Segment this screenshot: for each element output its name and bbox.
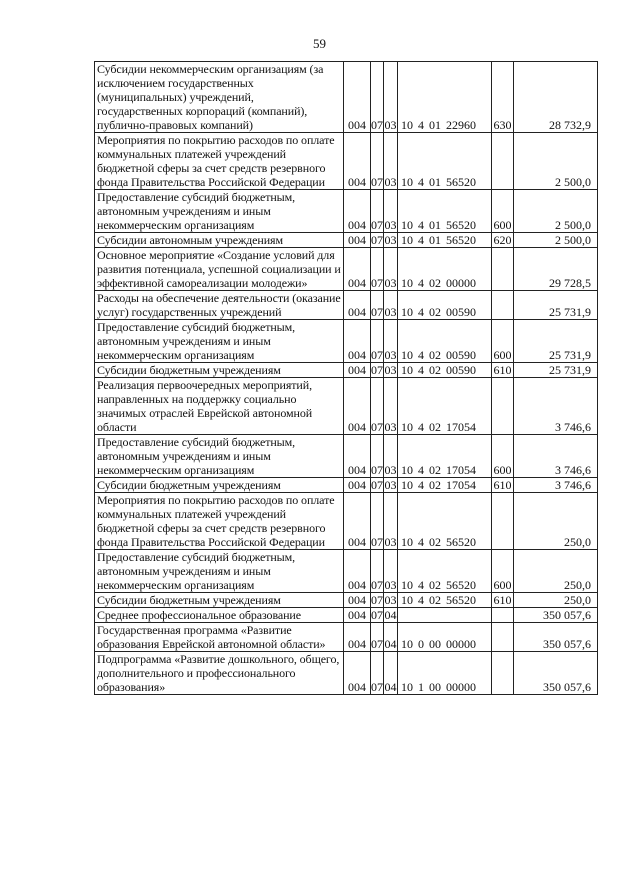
- table-row: [95, 248, 598, 291]
- page-number: 59: [313, 36, 326, 51]
- table-row: [95, 133, 598, 190]
- table-row: [95, 378, 598, 435]
- row-amount-cell: 25 731,9: [514, 320, 598, 363]
- row-amount-cell: 25 731,9: [514, 291, 598, 320]
- row-target-article-cell: 10 4 02 17054: [398, 435, 492, 478]
- row-name-cell: Предоставление субсидий бюджетным, автономным учреждениям и иным некоммерческим организациям: [95, 550, 344, 593]
- row-name-cell: Субсидии бюджетным учреждениям: [95, 363, 344, 378]
- row-amount-cell: 350 057,6: [514, 623, 598, 652]
- row-name-cell: Государственная программа «Развитие образования Еврейской автономной области»: [95, 623, 344, 652]
- row-amount-cell: 25 731,9: [514, 363, 598, 378]
- row-subsection-cell: 03: [384, 190, 398, 233]
- row-amount-cell: 29 728,5: [514, 248, 598, 291]
- row-name-cell: Мероприятия по покрытию расходов по оплате коммунальных платежей учреждений бюджетной сферы за счет средств резервного фонда Правительства Российской Федерации: [95, 133, 344, 190]
- row-name-cell: Предоставление субсидий бюджетным, автономным учреждениям и иным некоммерческим организациям: [95, 435, 344, 478]
- row-subsection-cell: 03: [384, 378, 398, 435]
- row-section-cell: 07: [371, 133, 384, 190]
- row-ministry-cell: 004: [344, 550, 371, 593]
- row-section-cell: 07: [371, 378, 384, 435]
- table-row: [95, 478, 598, 493]
- row-expense-type-cell: [492, 623, 514, 652]
- row-section-cell: 07: [371, 62, 384, 133]
- row-ministry-cell: 004: [344, 593, 371, 608]
- row-ministry-cell: 004: [344, 363, 371, 378]
- table-row: [95, 233, 598, 248]
- row-target-article-cell: 10 4 02 56520: [398, 593, 492, 608]
- row-ministry-cell: 004: [344, 478, 371, 493]
- row-section-cell: 07: [371, 493, 384, 550]
- row-ministry-cell: 004: [344, 623, 371, 652]
- row-expense-type-cell: [492, 378, 514, 435]
- row-section-cell: 07: [371, 652, 384, 695]
- row-amount-cell: 2 500,0: [514, 133, 598, 190]
- row-name-cell: Реализация первоочередных мероприятий, направленных на поддержку социально значимых отраслей Еврейской автономной области: [95, 378, 344, 435]
- row-name-cell: Среднее профессиональное образование: [95, 608, 344, 623]
- row-name-cell: Предоставление субсидий бюджетным, автономным учреждениям и иным некоммерческим организациям: [95, 190, 344, 233]
- row-section-cell: 07: [371, 233, 383, 247]
- row-amount-cell: 2 500,0: [514, 190, 598, 233]
- row-subsection-cell: 04: [384, 623, 398, 652]
- table-row: [95, 320, 598, 363]
- row-ministry-cell: 004: [344, 248, 371, 291]
- row-ministry-cell: 004: [344, 320, 371, 363]
- table-row: [95, 623, 598, 652]
- row-amount-cell: 2 500,0: [514, 233, 598, 248]
- row-subsection-cell: 03: [384, 248, 398, 291]
- row-section-cell: 07: [371, 550, 384, 593]
- row-name-cell: Субсидии автономным учреждениям: [95, 233, 344, 248]
- table-row: [95, 493, 598, 550]
- row-expense-type-cell: 600: [492, 550, 514, 593]
- row-ministry-cell: 004: [344, 493, 371, 550]
- row-expense-type-cell: 620: [493, 233, 512, 247]
- row-target-article-cell: 10 0 00 00000: [398, 623, 492, 652]
- row-section-cell: 07: [371, 190, 384, 233]
- table-row: [95, 652, 598, 695]
- row-amount-cell: 3 746,6: [514, 478, 598, 493]
- row-section-cell: 07: [371, 593, 383, 607]
- row-expense-type-cell: 610: [493, 593, 512, 607]
- table-row: [95, 62, 598, 133]
- row-section-cell: 07: [371, 363, 383, 377]
- row-expense-type-cell: 610: [493, 363, 512, 377]
- row-expense-type-cell: 610: [493, 478, 512, 492]
- row-amount-cell: 3 746,6: [514, 378, 598, 435]
- row-ministry-cell: 004: [344, 133, 371, 190]
- row-target-article-cell: 10 4 01 56520: [398, 133, 492, 190]
- row-expense-type-cell: [492, 291, 514, 320]
- row-ministry-cell: 004: [344, 435, 371, 478]
- row-name-cell: Предоставление субсидий бюджетным, автономным учреждениям и иным некоммерческим организациям: [95, 320, 344, 363]
- row-section-cell: 07: [371, 291, 384, 320]
- row-amount-cell: 3 746,6: [514, 435, 598, 478]
- row-subsection-cell: 03: [384, 478, 397, 492]
- table-row: [95, 593, 598, 608]
- row-subsection-cell: 03: [384, 62, 398, 133]
- row-ministry-cell: 004: [344, 62, 371, 133]
- row-subsection-cell: 03: [384, 593, 397, 607]
- row-target-article-cell: 10 4 01 56520: [398, 190, 492, 233]
- row-name-cell: Субсидии бюджетным учреждениям: [95, 478, 344, 493]
- row-expense-type-cell: [492, 248, 514, 291]
- row-expense-type-cell: 600: [492, 190, 514, 233]
- row-target-article-cell: 10 4 01 56520: [398, 233, 492, 248]
- budget-table: [94, 61, 598, 695]
- row-name-cell: Основное мероприятие «Создание условий для развития потенциала, успешной социализации и эффективной самореализации молодежи»: [95, 248, 344, 291]
- row-section-cell: 07: [371, 435, 384, 478]
- row-target-article-cell: 10 4 02 56520: [398, 550, 492, 593]
- row-expense-type-cell: 600: [492, 320, 514, 363]
- row-subsection-cell: 03: [384, 233, 397, 247]
- row-target-article-cell: 10 4 02 17054: [398, 478, 492, 493]
- row-expense-type-cell: 630: [492, 62, 514, 133]
- row-subsection-cell: 03: [384, 320, 398, 363]
- row-target-article-cell: 10 4 02 00590: [398, 291, 492, 320]
- row-section-cell: 07: [371, 320, 384, 363]
- row-ministry-cell: 004: [344, 190, 371, 233]
- row-target-article-cell: [398, 608, 492, 623]
- row-target-article-cell: 10 4 02 00590: [398, 320, 492, 363]
- table-row: [95, 363, 598, 378]
- row-target-article-cell: 10 4 02 00590: [398, 363, 492, 378]
- row-ministry-cell: 004: [344, 652, 371, 695]
- table-row: [95, 435, 598, 478]
- row-amount-cell: 350 057,6: [514, 608, 598, 623]
- row-ministry-cell: 004: [344, 291, 371, 320]
- row-expense-type-cell: [492, 652, 514, 695]
- row-expense-type-cell: [492, 133, 514, 190]
- row-ministry-cell: 004: [344, 378, 371, 435]
- row-subsection-cell: 04: [384, 608, 397, 622]
- table-row: [95, 608, 598, 623]
- row-ministry-cell: 004: [344, 608, 371, 623]
- table-row: [95, 291, 598, 320]
- row-amount-cell: 28 732,9: [514, 62, 598, 133]
- row-amount-cell: 350 057,6: [514, 652, 598, 695]
- row-subsection-cell: 03: [384, 291, 398, 320]
- row-section-cell: 07: [371, 248, 384, 291]
- row-name-cell: Расходы на обеспечение деятельности (оказание услуг) государственных учреждений: [95, 291, 344, 320]
- row-name-cell: Субсидии некоммерческим организациям (за исключением государственных (муниципальных) учреждений, государственных корпораций (компаний), публично-правовых компаний): [95, 62, 344, 133]
- row-amount-cell: 250,0: [514, 493, 598, 550]
- row-target-article-cell: 10 4 02 56520: [398, 493, 492, 550]
- row-target-article-cell: 10 4 02 17054: [398, 378, 492, 435]
- row-expense-type-cell: [492, 608, 514, 623]
- row-section-cell: 07: [371, 608, 383, 622]
- row-ministry-cell: 004: [344, 233, 371, 248]
- row-subsection-cell: 03: [384, 435, 398, 478]
- row-subsection-cell: 04: [384, 652, 398, 695]
- row-expense-type-cell: 600: [492, 435, 514, 478]
- row-section-cell: 07: [371, 623, 384, 652]
- row-amount-cell: 250,0: [514, 550, 598, 593]
- row-subsection-cell: 03: [384, 133, 398, 190]
- row-subsection-cell: 03: [384, 493, 398, 550]
- table-row: [95, 190, 598, 233]
- row-section-cell: 07: [371, 478, 383, 492]
- row-name-cell: Мероприятия по покрытию расходов по оплате коммунальных платежей учреждений бюджетной сферы за счет средств резервного фонда Правительства Российской Федерации: [95, 493, 344, 550]
- row-amount-cell: 250,0: [514, 593, 598, 608]
- table-row: [95, 550, 598, 593]
- row-name-cell: Подпрограмма «Развитие дошкольного, общего, дополнительного и профессионального образования»: [95, 652, 344, 695]
- row-target-article-cell: 10 4 02 00000: [398, 248, 492, 291]
- row-expense-type-cell: [492, 493, 514, 550]
- row-target-article-cell: 10 1 00 00000: [398, 652, 492, 695]
- row-name-cell: Субсидии бюджетным учреждениям: [95, 593, 344, 608]
- row-subsection-cell: 03: [384, 550, 398, 593]
- row-subsection-cell: 03: [384, 363, 397, 377]
- row-target-article-cell: 10 4 01 22960: [398, 62, 492, 133]
